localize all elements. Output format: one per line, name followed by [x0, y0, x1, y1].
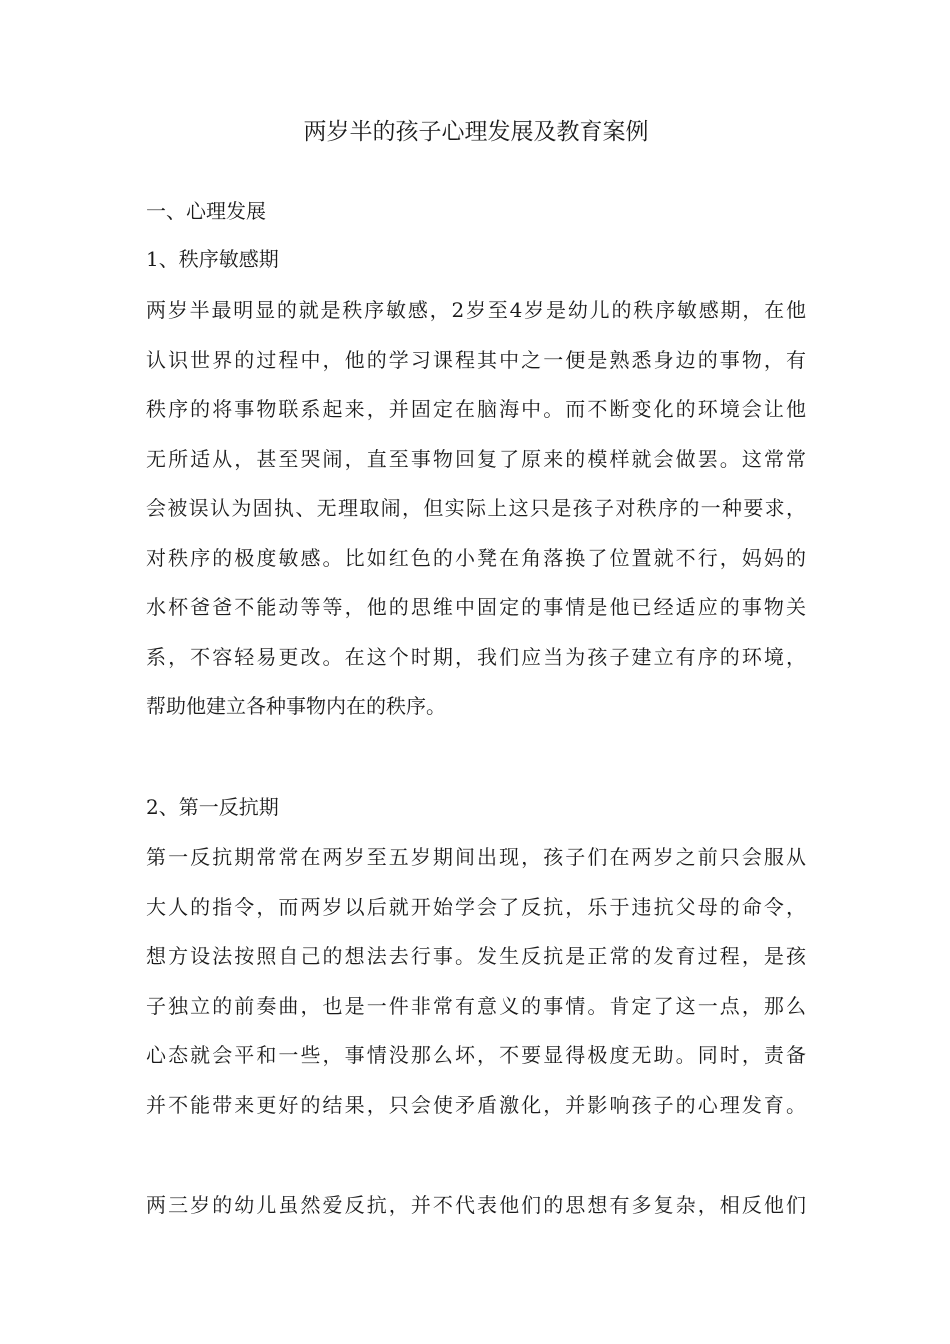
paragraph-line: 子独立的前奏曲，也是一件非常有意义的事情。肯定了这一点，那么 [146, 993, 806, 1018]
paragraph-line: 两三岁的幼儿虽然爱反抗，并不代表他们的思想有多复杂，相反他们 [146, 1193, 806, 1217]
paragraph-line: 对秩序的极度敏感。比如红色的小凳在角落换了位置就不行，妈妈的 [146, 545, 806, 570]
paragraph-rebellion-continued [146, 1181, 806, 1231]
paragraph-line: 系，不容轻易更改。在这个时期，我们应当为孩子建立有序的环境， [146, 644, 806, 669]
subheading-first-rebellion-period: 2、第一反抗期 [146, 795, 279, 819]
paragraph-line: 秩序的将事物联系起来，并固定在脑海中。而不断变化的环境会让他 [146, 397, 806, 421]
section-heading-psychology: 一、心理发展 [146, 199, 266, 223]
paragraph-line: 无所适从，甚至哭闹，直至事物回复了原来的模样就会做罢。这常常 [146, 446, 806, 471]
paragraph-order-sensitive [146, 286, 806, 732]
paragraph-line: 两岁半最明显的就是秩序敏感，2岁至4岁是幼儿的秩序敏感期，在他 [146, 298, 806, 322]
paragraph-first-rebellion [146, 833, 806, 1130]
subheading-order-sensitive-period: 1、秩序敏感期 [146, 247, 279, 271]
paragraph-line: 心态就会平和一些，事情没那么坏，不要显得极度无助。同时，责备 [146, 1043, 806, 1067]
paragraph-line: 第一反抗期常常在两岁至五岁期间出现，孩子们在两岁之前只会服从 [146, 845, 806, 869]
paragraph-line: 帮助他建立各种事物内在的秩序。 [146, 694, 446, 718]
paragraph-line: 大人的指令，而两岁以后就开始学会了反抗，乐于违抗父母的命令， [146, 894, 806, 919]
paragraph-line: 水杯爸爸不能动等等，他的思维中固定的事情是他已经适应的事物关 [146, 595, 806, 619]
document-title: 两岁半的孩子心理发展及教育案例 [303, 119, 649, 145]
paragraph-line: 认识世界的过程中，他的学习课程其中之一便是熟悉身边的事物，有 [146, 347, 806, 372]
paragraph-line: 想方设法按照自己的想法去行事。发生反抗是正常的发育过程，是孩 [146, 944, 806, 968]
paragraph-line: 会被误认为固执、无理取闹，但实际上这只是孩子对秩序的一种要求， [146, 496, 806, 520]
paragraph-line: 并不能带来更好的结果，只会使矛盾激化，并影响孩子的心理发育。 [146, 1092, 806, 1117]
